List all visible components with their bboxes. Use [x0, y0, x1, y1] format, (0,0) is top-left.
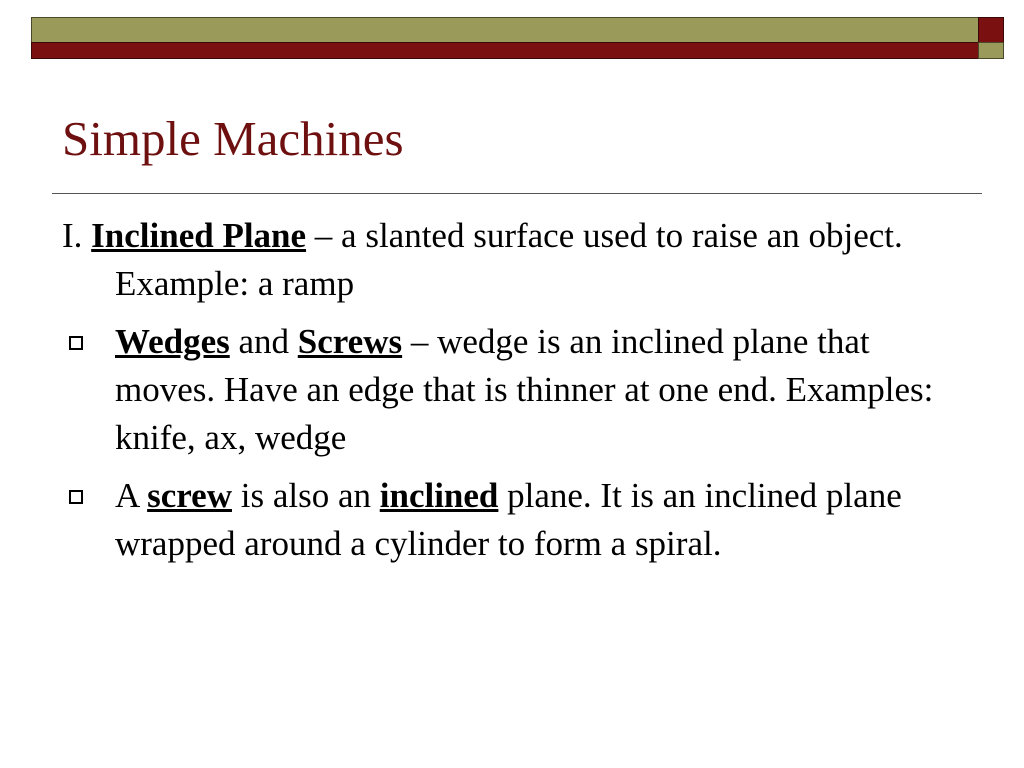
term-screw: screw	[147, 476, 232, 515]
term-inclined-plane: Inclined Plane	[91, 216, 307, 255]
header-bar-olive	[31, 17, 979, 43]
slide-title: Simple Machines	[62, 111, 404, 166]
term-inclined: inclined	[379, 476, 499, 515]
hollow-square-bullet-icon	[69, 490, 83, 504]
bullet-text: and	[229, 322, 298, 361]
bullet-text: plane. It is an inclined plane wrapped around a cylinder to form a spiral.	[115, 476, 902, 563]
hollow-square-bullet-icon	[69, 336, 83, 350]
header-square-olive	[978, 42, 1004, 59]
term-screws: Screws	[297, 322, 403, 361]
bullet-text: A	[115, 476, 148, 515]
term-wedges: Wedges	[115, 322, 230, 361]
section-numeral: I.	[62, 216, 92, 255]
section-text: – a slanted surface used to raise an object. Example: a ramp	[115, 216, 903, 303]
slide-body	[0, 212, 1024, 578]
bullet-wedges-screws	[0, 318, 934, 462]
header-square-maroon	[978, 17, 1004, 43]
header-bar-maroon	[31, 42, 979, 59]
bullet-text: – wedge is an inclined plane that moves. Have an edge that is thinner at one end. Examples: knife, ax, wedge	[115, 322, 934, 457]
bullet-text: is also an	[231, 476, 380, 515]
section-inclined-plane	[0, 212, 934, 308]
title-divider	[52, 193, 982, 194]
bullet-screw	[0, 472, 934, 568]
